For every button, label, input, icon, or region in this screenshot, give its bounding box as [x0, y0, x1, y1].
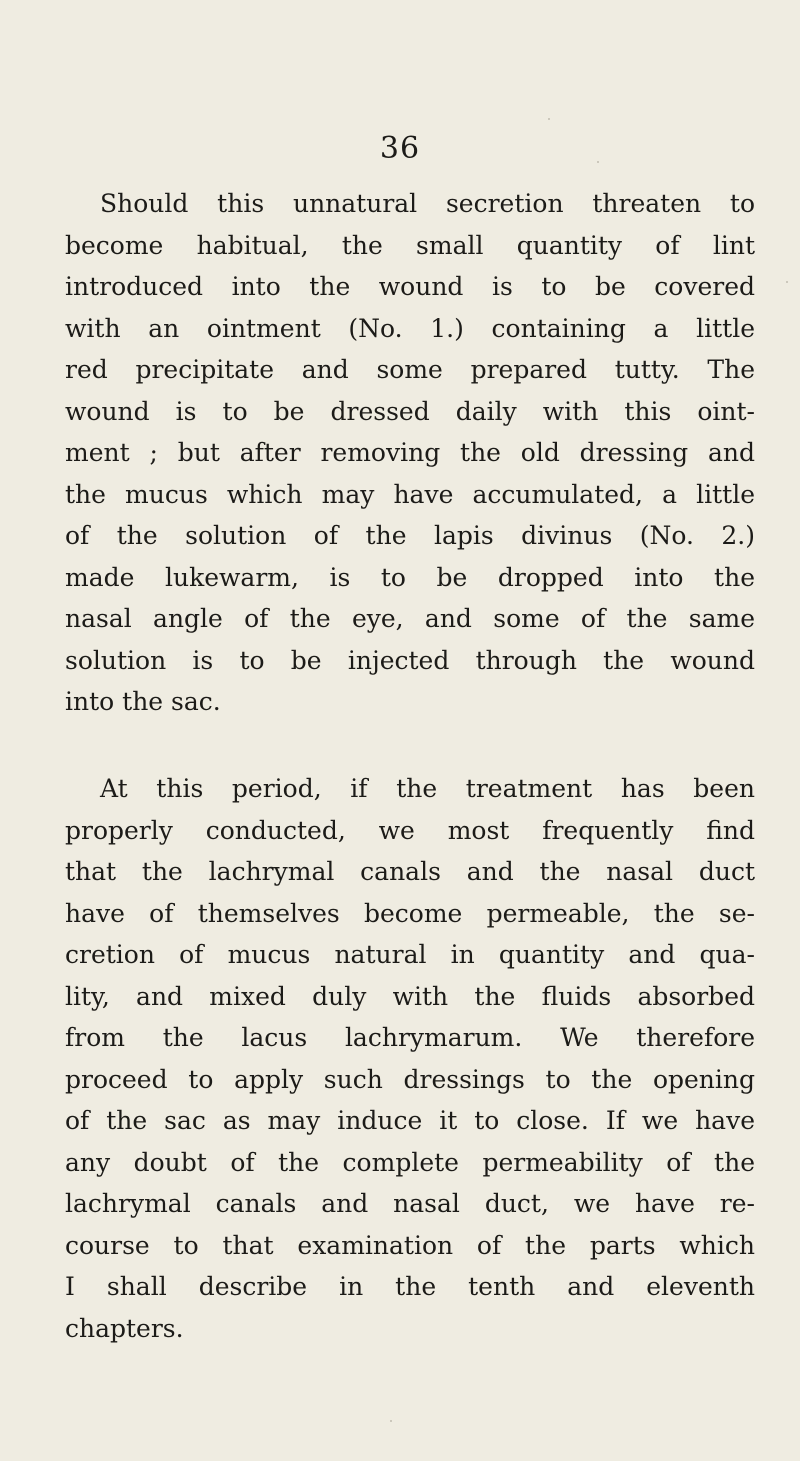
paper-speck: [786, 281, 788, 283]
paragraph-line: with an ointment (No. 1.) containing a little: [65, 313, 755, 343]
paper-speck: [548, 118, 550, 120]
paragraph-line: into the sac.: [65, 687, 221, 716]
paragraph-line: cretion of mucus natural in quantity and qua-: [65, 940, 755, 969]
paragraph-line: red precipitate and some prepared tutty. The: [65, 355, 755, 384]
paragraph-line: nasal angle of the eye, and some of the same: [65, 604, 755, 633]
paragraph-line: lachrymal canals and nasal duct, we have re-: [65, 1189, 755, 1218]
paper-speck: [597, 161, 599, 163]
paragraph-line: any doubt of the complete permeability of the: [65, 1147, 755, 1177]
paragraph-1: [65, 183, 755, 723]
paragraph-line: I shall describe in the tenth and eleventh: [65, 1272, 755, 1301]
paragraph-line: the mucus which may have accumulated, a little: [65, 479, 755, 509]
paragraph-line: proceed to apply such dressings to the opening: [65, 1064, 755, 1094]
paragraph-line: that the lachrymal canals and the nasal duct: [65, 857, 755, 886]
paragraph-line: wound is to be dressed daily with this oint-: [65, 396, 755, 426]
paragraph-line: of the sac as may induce it to close. If we have: [65, 1106, 755, 1135]
paragraph-line: course to that examination of the parts which: [65, 1230, 755, 1260]
paragraph-line: lity, and mixed duly with the fluids absorbed: [65, 981, 755, 1011]
paragraph-line: from the lacus lachrymarum. We therefore: [65, 1023, 755, 1052]
paragraph-line: of the solution of the lapis divinus (No. 2.): [65, 521, 755, 550]
paragraph-line: made lukewarm, is to be dropped into the: [65, 562, 755, 592]
paragraph-line: properly conducted, we most frequently find: [65, 815, 755, 845]
paper-speck: [390, 1420, 392, 1422]
paragraph-line: Should this unnatural secretion threaten to: [100, 189, 755, 218]
paragraph-line: ment ; but after removing the old dressing and: [65, 438, 755, 467]
paragraph-line: have of themselves become permeable, the se-: [65, 898, 755, 928]
paragraph-line: chapters.: [65, 1313, 184, 1343]
paragraph-line: become habitual, the small quantity of lint: [65, 230, 755, 260]
paragraph-line: introduced into the wound is to be covered: [65, 272, 755, 301]
page-number: 36: [379, 131, 421, 166]
paragraph-line: At this period, if the treatment has been: [100, 774, 755, 803]
paragraph-2: [65, 768, 755, 1349]
paragraph-line: solution is to be injected through the wound: [65, 645, 755, 675]
